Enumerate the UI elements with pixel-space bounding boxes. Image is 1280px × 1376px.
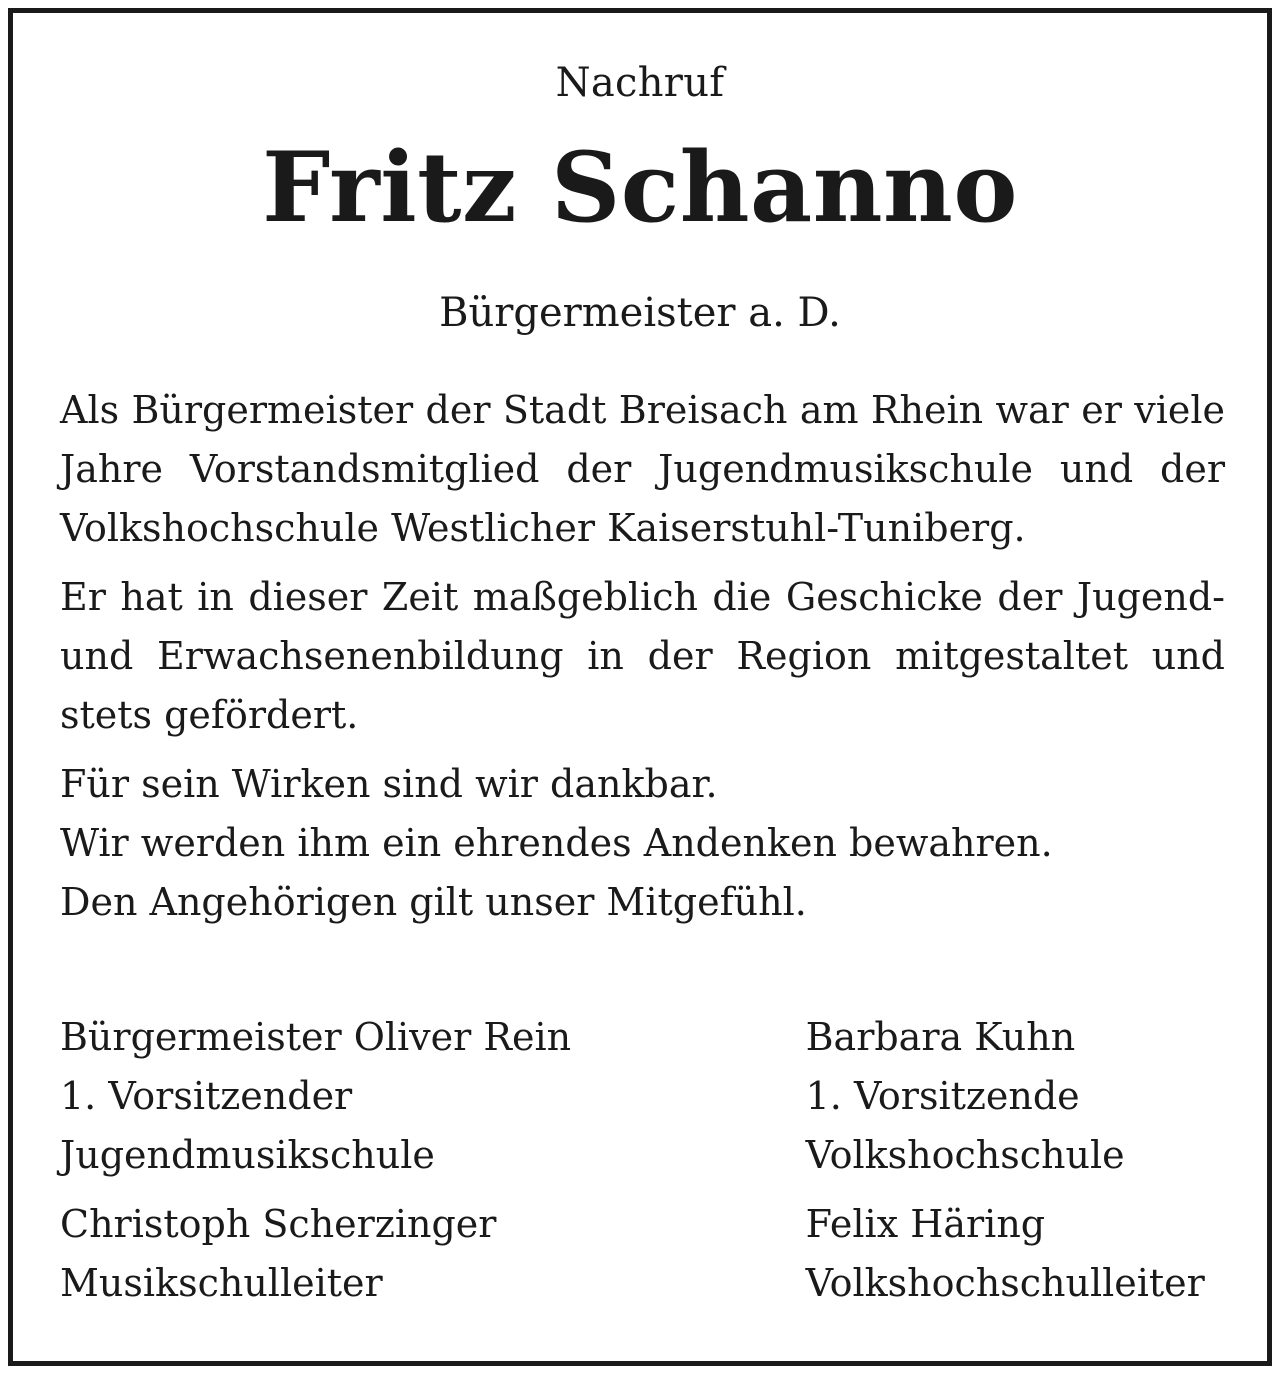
closing-line-2: Wir werden ihm ein ehrendes Andenken bewahren. (60, 821, 1053, 865)
notice-body (60, 381, 1225, 932)
signatory-organization: Volkshochschule (805, 1133, 1125, 1177)
obituary-notice (8, 8, 1272, 1366)
signature-row-2 (60, 1195, 1225, 1313)
signatory-christoph-scherzinger (60, 1195, 619, 1313)
signatory-name: Felix Häring (805, 1202, 1046, 1246)
signatory-name: Bürgermeister Oliver Rein (60, 1015, 572, 1059)
signatory-oliver-rein (60, 1008, 619, 1185)
signatory-organization: Jugendmusikschule (60, 1133, 435, 1177)
signatory-name: Christoph Scherzinger (60, 1202, 497, 1246)
signatures (60, 1008, 1225, 1313)
signature-row-1 (60, 1008, 1225, 1185)
signatory-felix-haering (806, 1195, 1225, 1313)
notice-kicker: Nachruf (555, 60, 725, 106)
closing-line-1: Für sein Wirken sind wir dankbar. (60, 762, 718, 806)
signatory-role: Volkshochschulleiter (805, 1261, 1205, 1305)
signatory-role: 1. Vorsitzende (805, 1074, 1080, 1118)
deceased-title: Bürgermeister a. D. (439, 290, 841, 336)
body-paragraph-1: Als Bürgermeister der Stadt Breisach am Rhein war er viele Jahre Vorstandsmitglied der Jugendmusikschule und der Volkshochschule Westlicher Kaiserstuhl-Tuniberg. (60, 388, 1225, 550)
deceased-name: Fritz Schanno (262, 131, 1018, 244)
closing-line-3: Den Angehörigen gilt unser Mitgefühl. (60, 880, 807, 924)
signatory-name: Barbara Kuhn (805, 1015, 1076, 1059)
body-paragraph-2: Er hat in dieser Zeit maßgeblich die Geschicke der Jugend- und Erwachsenenbildung in der Region mitgestaltet und stets gefördert. (60, 575, 1225, 737)
signatory-role: 1. Vorsitzender (60, 1074, 353, 1118)
signatory-role: Musikschulleiter (60, 1261, 383, 1305)
signatory-barbara-kuhn (806, 1008, 1225, 1185)
